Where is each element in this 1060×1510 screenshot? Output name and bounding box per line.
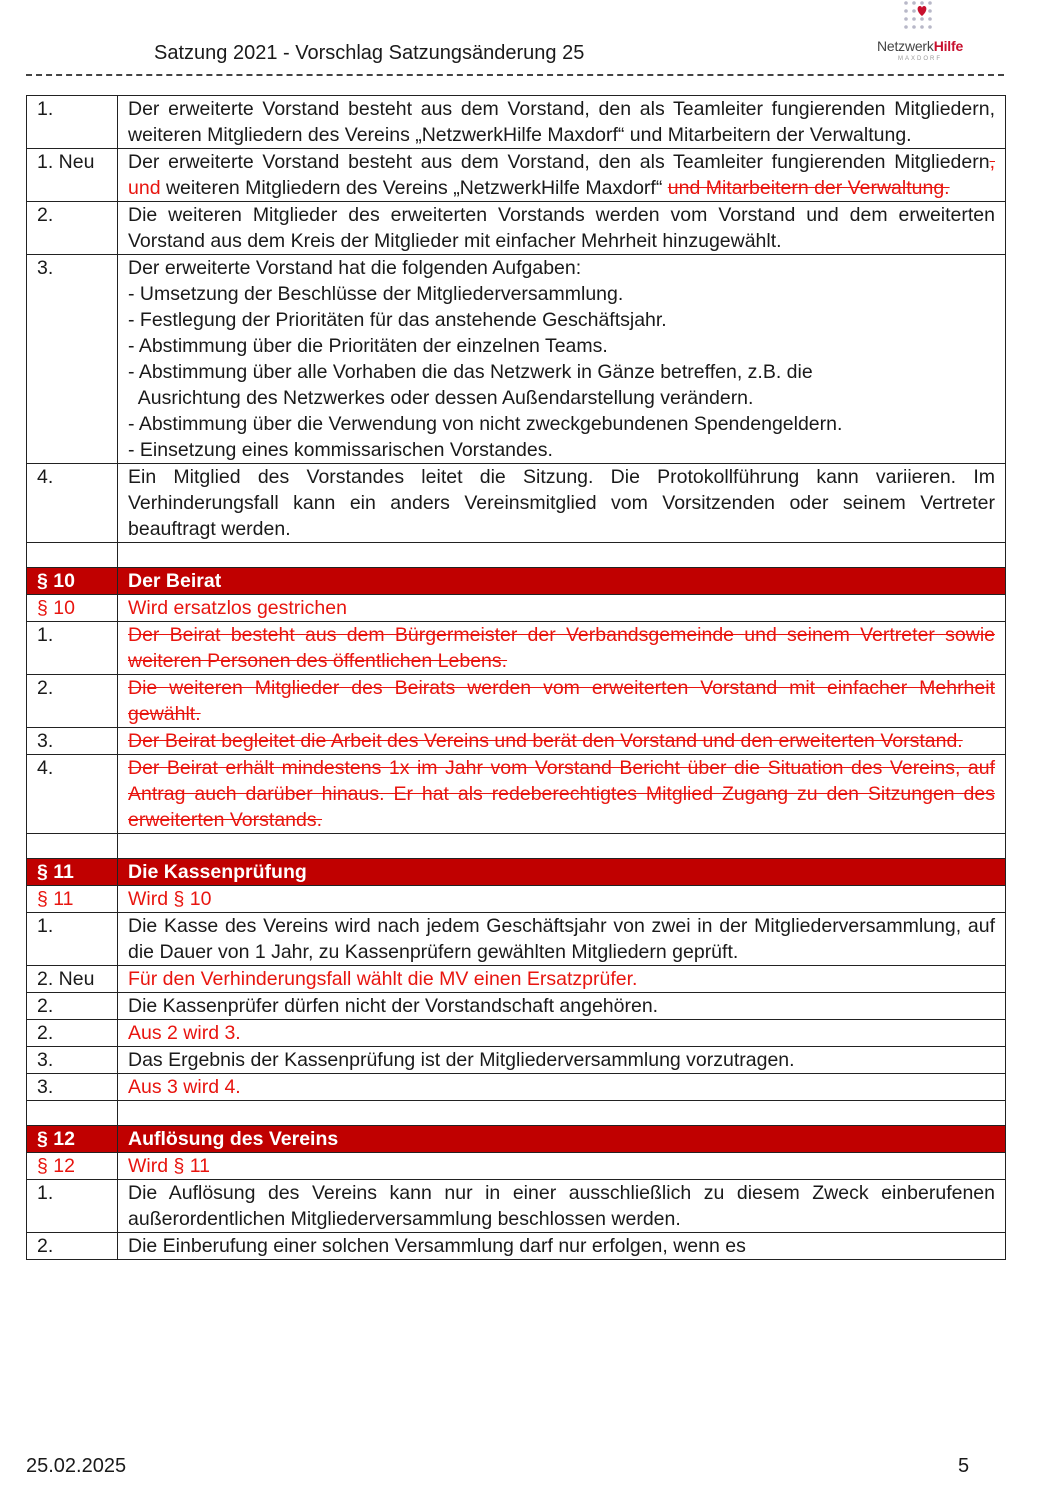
inserted-text: Aus 3 wird 4. xyxy=(118,1074,1006,1101)
row-text: Das Ergebnis der Kassenprüfung ist der Mitgliederversammlung vorzutragen. xyxy=(118,1047,1006,1074)
row-number: 2. xyxy=(27,675,118,728)
row-text: Ein Mitglied des Vorstandes leitet die Sitzung. Die Protokollführung kann variieren. Im Verhinderungsfall kann ein anders Vereinsmitglied vom Vorsitzenden oder seinem Vertreter beauftragt werden. xyxy=(118,464,1006,543)
page-number: 5 xyxy=(958,1455,970,1477)
logo-subtitle: MAXDORF xyxy=(898,56,942,62)
row-number: 2. xyxy=(27,1233,118,1260)
table-row xyxy=(27,1233,1006,1260)
spacer-row xyxy=(27,834,1006,859)
netzwerkhilfe-logo xyxy=(872,0,968,72)
table-row xyxy=(27,622,1006,675)
table-row xyxy=(27,202,1006,255)
row-number: 2. Neu xyxy=(27,966,118,993)
deleted-text: Der Beirat begleitet die Arbeit des Vereins und berät den Vorstand und den erweiterten Vorstand. xyxy=(118,728,1006,755)
section-heading-row xyxy=(27,568,1006,595)
section-title: Der Beirat xyxy=(118,568,1006,595)
row-number: 4. xyxy=(27,464,118,543)
row-number: § 10 xyxy=(27,595,118,622)
table-row xyxy=(27,1180,1006,1233)
row-number: 1. xyxy=(27,622,118,675)
table-row xyxy=(27,755,1006,834)
inserted-text: Für den Verhinderungsfall wählt die MV einen Ersatzprüfer. xyxy=(118,966,1006,993)
section-heading-row xyxy=(27,1126,1006,1153)
row-number: 3. xyxy=(27,1074,118,1101)
inserted-text: Aus 2 wird 3. xyxy=(118,1020,1006,1047)
deleted-text: Die weiteren Mitglieder des Beirats werden vom erweiterten Vorstand mit einfacher Mehrheit gewählt. xyxy=(118,675,1006,728)
logo-wordmark: NetzwerkHilfe xyxy=(876,38,964,54)
row-number: 1. xyxy=(27,96,118,149)
table-row xyxy=(27,1074,1006,1101)
row-text: Die Kassenprüfer dürfen nicht der Vorstandschaft angehören. xyxy=(118,993,1006,1020)
statute-table xyxy=(26,95,1006,1260)
deleted-text: , xyxy=(989,151,995,173)
row-text: Der erweiterte Vorstand hat die folgenden Aufgaben: - Umsetzung der Beschlüsse der Mitgliederversammlung. - Festlegung der Prioritäten für das anstehende Geschäftsjahr. - Abstimmung über die Prioritäten der einzelnen Teams. - Abstimmung über alle Vorhaben die das Netzwerk in Gänze betreffen, z.B. die Ausrichtung des Netzwerkes oder dessen Außendarstellung verändern. - Abstimmung über die Verwendung von nicht zweckgebundenen Spendengeldern. - Einsetzung eines kommissarischen Vorstandes. xyxy=(118,255,1006,464)
row-text: Wird ersatzlos gestrichen xyxy=(118,595,1006,622)
deleted-text: Der Beirat besteht aus dem Bürgermeister der Verbandsgemeinde und seinem Vertreter sowie weiteren Personen des öffentlichen Lebens. xyxy=(118,622,1006,675)
row-text: Die Kasse des Vereins wird nach jedem Geschäftsjahr von zwei in der Mitgliederversammlung, auf die Dauer von 1 Jahr, zu Kassenprüfern gewählten Mitgliedern geprüft. xyxy=(118,913,1006,966)
row-number: 2. xyxy=(27,1020,118,1047)
row-text: Der erweiterte Vorstand besteht aus dem Vorstand, den als Teamleiter fungierenden Mitgliedern, weiteren Mitgliedern des Vereins „NetzwerkHilfe Maxdorf“ und Mitarbeitern der Verwaltung. xyxy=(118,96,1006,149)
table-row xyxy=(27,675,1006,728)
row-number: 4. xyxy=(27,755,118,834)
table-row xyxy=(27,96,1006,149)
row-number: § 11 xyxy=(27,886,118,913)
row-number: 3. xyxy=(27,255,118,464)
spacer-row xyxy=(27,1101,1006,1126)
row-number: § 12 xyxy=(27,1153,118,1180)
section-title: Auflösung des Vereins xyxy=(118,1126,1006,1153)
row-text: Der erweiterte Vorstand besteht aus dem Vorstand, den als Teamleiter fungierenden Mitgliedern, und weiteren Mitgliedern des Vereins „NetzwerkHilfe Maxdorf“ und Mitarbeitern der Verwaltung. xyxy=(118,149,1006,202)
inserted-text: und xyxy=(128,177,161,199)
change-note-row xyxy=(27,1153,1006,1180)
row-text: Die weiteren Mitglieder des erweiterten Vorstands werden vom Vorstand und dem erweiterten Vorstand aus dem Kreis der Mitglieder mit einfacher Mehrheit hinzugewählt. xyxy=(118,202,1006,255)
page-title: Satzung 2021 - Vorschlag Satzungsänderung 25 xyxy=(154,42,585,64)
change-note-row xyxy=(27,595,1006,622)
table-row xyxy=(27,255,1006,464)
row-number: 3. xyxy=(27,728,118,755)
table-row xyxy=(27,728,1006,755)
row-text: Wird § 10 xyxy=(118,886,1006,913)
section-number: § 11 xyxy=(27,859,118,886)
row-number: 1. xyxy=(27,1180,118,1233)
row-text: Die Einberufung einer solchen Versammlung darf nur erfolgen, wenn es xyxy=(118,1233,1006,1260)
logo-dots-heart-icon xyxy=(902,0,942,36)
section-heading-row xyxy=(27,859,1006,886)
table-row xyxy=(27,1020,1006,1047)
table-row xyxy=(27,1047,1006,1074)
row-number: 2. xyxy=(27,993,118,1020)
header-divider xyxy=(26,74,1004,76)
spacer-row xyxy=(27,543,1006,568)
table-row xyxy=(27,913,1006,966)
footer-date: 25.02.2025 xyxy=(26,1455,127,1477)
section-number: § 12 xyxy=(27,1126,118,1153)
table-row xyxy=(27,993,1006,1020)
row-text: Wird § 11 xyxy=(118,1153,1006,1180)
row-number: 2. xyxy=(27,202,118,255)
table-row xyxy=(27,149,1006,202)
change-note-row xyxy=(27,886,1006,913)
row-text: Die Auflösung des Vereins kann nur in einer ausschließlich zu diesem Zweck einberufenen außerordentlichen Mitgliederversammlung beschlossen werden. xyxy=(118,1180,1006,1233)
deleted-text: Der Beirat erhält mindestens 1x im Jahr vom Vorstand Bericht über die Situation des Vereins, auf Antrag auch darüber hinaus. Er hat als redeberechtigtes Mitglied Zugang zu den Sitzungen des erweiterten Vorstands. xyxy=(118,755,1006,834)
deleted-text: und Mitarbeitern der Verwaltung. xyxy=(667,177,950,199)
row-number: 3. xyxy=(27,1047,118,1074)
row-number: 1. xyxy=(27,913,118,966)
section-title: Die Kassenprüfung xyxy=(118,859,1006,886)
table-row xyxy=(27,966,1006,993)
row-number: 1. Neu xyxy=(27,149,118,202)
table-row xyxy=(27,464,1006,543)
section-number: § 10 xyxy=(27,568,118,595)
